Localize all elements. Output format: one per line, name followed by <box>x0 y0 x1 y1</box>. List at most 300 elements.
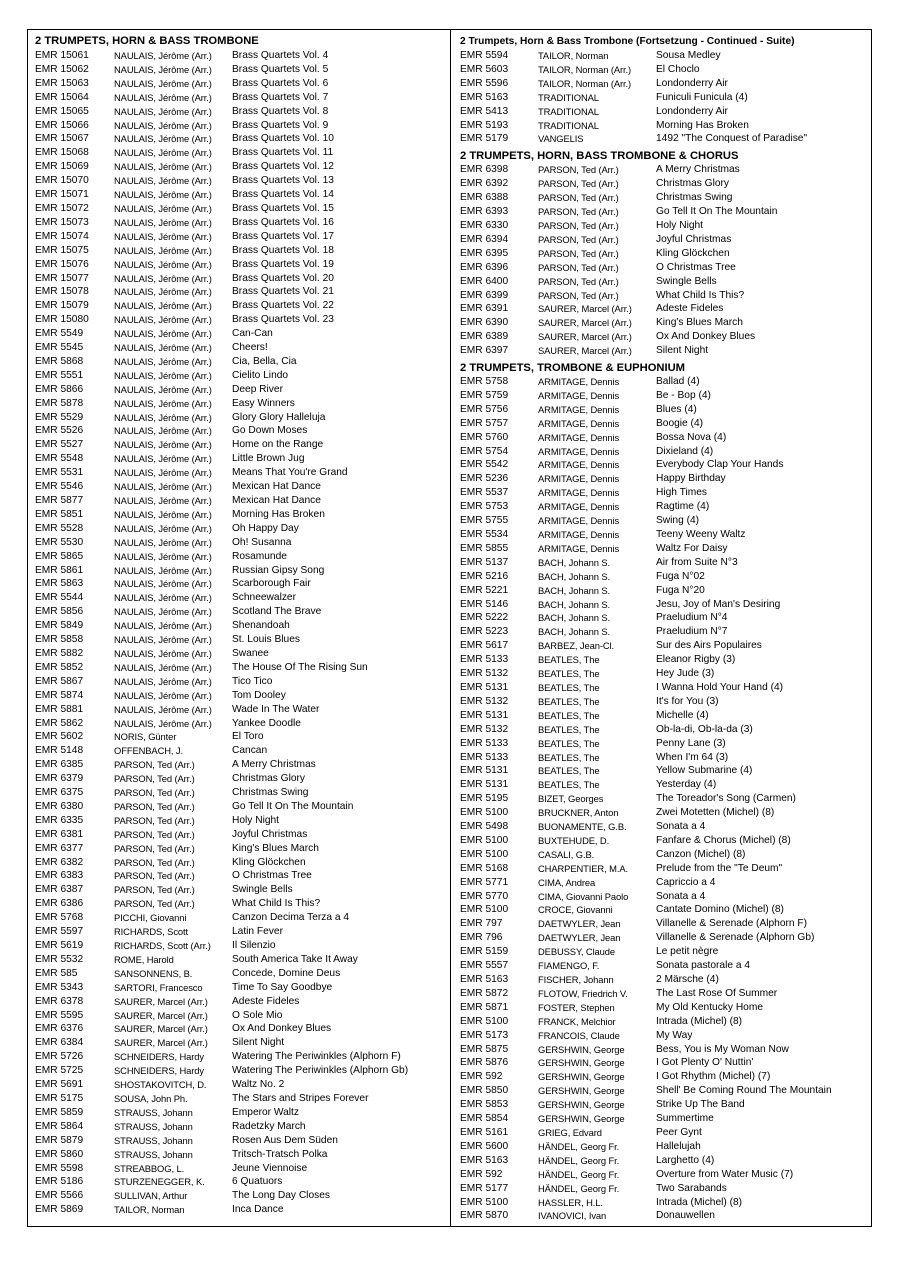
composer: GERSHWIN, George <box>538 1043 625 1055</box>
piece-title: Londonderry Air <box>656 105 728 117</box>
composer: BRUCKNER, Anton <box>538 807 619 819</box>
piece-title: What Child Is This? <box>656 289 745 301</box>
catalog-entry <box>35 369 445 383</box>
catalog-entry <box>35 341 445 355</box>
piece-title: Hey Jude (3) <box>656 668 715 680</box>
catalog-entry <box>460 177 865 191</box>
piece-title: Ballad (4) <box>656 376 700 388</box>
composer: NAULAIS, Jérôme (Arr.) <box>114 119 212 131</box>
catalog-entry <box>35 786 445 800</box>
composer: BACH, Johann S. <box>538 626 610 638</box>
piece-title: Praeludium N°7 <box>656 626 728 638</box>
piece-title: Swing (4) <box>656 515 700 527</box>
piece-title: Holy Night <box>232 814 279 826</box>
catalog-entry <box>460 1126 865 1140</box>
catalog-number: EMR 5236 <box>460 473 509 485</box>
catalog-entry <box>460 219 865 233</box>
catalog-entry <box>460 49 865 63</box>
composer: NAULAIS, Jérôme (Arr.) <box>114 550 212 562</box>
composer: PARSON, Ted (Arr.) <box>538 261 619 273</box>
catalog-number: EMR 5163 <box>460 1154 509 1166</box>
composer: BUONAMENTE, G.B. <box>538 821 627 833</box>
catalog-number: EMR 5872 <box>460 987 509 999</box>
catalog-number: EMR 5871 <box>460 1001 509 1013</box>
catalog-number: EMR 5100 <box>460 1196 509 1208</box>
piece-title: Means That You're Grand <box>232 467 348 479</box>
composer: BACH, Johann S. <box>538 570 610 582</box>
composer: PARSON, Ted (Arr.) <box>114 787 195 799</box>
catalog-entry <box>460 862 865 876</box>
catalog-number: EMR 6392 <box>460 178 509 190</box>
catalog-number: EMR 6395 <box>460 247 509 259</box>
catalog-entry <box>460 105 865 119</box>
catalog-number: EMR 5861 <box>35 564 84 576</box>
catalog-number: EMR 15075 <box>35 244 89 256</box>
catalog-entry <box>35 605 445 619</box>
catalog-number: EMR 5557 <box>460 960 509 972</box>
piece-title: Holy Night <box>656 219 703 231</box>
piece-title: Il Silenzio <box>232 940 276 951</box>
composer: SAURER, Marcel (Arr.) <box>114 1009 208 1021</box>
piece-title: Waltz No. 2 <box>232 1079 285 1091</box>
catalog-entry <box>35 1009 445 1023</box>
catalog-entry <box>35 1148 445 1162</box>
composer: BEATLES, The <box>538 751 600 763</box>
composer: NAULAIS, Jérôme (Arr.) <box>114 272 212 284</box>
catalog-entry <box>35 313 445 327</box>
catalog-entry <box>35 633 445 647</box>
catalog-number: EMR 6400 <box>460 275 509 287</box>
catalog-number: EMR 5132 <box>460 695 509 707</box>
composer: GERSHWIN, George <box>538 1057 625 1069</box>
catalog-number: EMR 797 <box>460 918 503 930</box>
catalog-entry <box>460 556 865 570</box>
composer: NAULAIS, Jérôme (Arr.) <box>114 522 212 534</box>
composer: DAETWYLER, Jean <box>538 932 621 944</box>
catalog-number: EMR 15069 <box>35 161 89 173</box>
catalog-entry <box>460 1029 865 1043</box>
piece-title: Air from Suite N°3 <box>656 556 738 568</box>
piece-title: Happy Birthday <box>656 473 726 485</box>
catalog-entry <box>35 1162 445 1176</box>
catalog-entry <box>460 1056 865 1070</box>
catalog-entry <box>35 299 445 313</box>
catalog-entry <box>35 869 445 883</box>
catalog-entry <box>460 302 865 316</box>
piece-title: Summertime <box>656 1113 714 1125</box>
catalog-number: EMR 5866 <box>35 383 84 395</box>
piece-title: Canzon (Michel) (8) <box>656 848 746 860</box>
composer: BEATLES, The <box>538 654 600 666</box>
catalog-number: EMR 5186 <box>35 1176 84 1188</box>
catalog-number: EMR 5598 <box>35 1162 84 1174</box>
composer: NAULAIS, Jérôme (Arr.) <box>114 258 212 270</box>
catalog-number: EMR 5527 <box>35 439 84 451</box>
catalog-entry <box>35 564 445 578</box>
catalog-number: EMR 5870 <box>460 1210 509 1222</box>
piece-title: Brass Quartets Vol. 7 <box>232 91 329 103</box>
composer: SHOSTAKOVITCH, D. <box>114 1079 207 1091</box>
catalog-entry <box>460 163 865 177</box>
piece-title: Cia, Bella, Cia <box>232 355 297 367</box>
piece-title: Brass Quartets Vol. 12 <box>232 161 334 173</box>
catalog-entry <box>35 244 445 258</box>
composer: SANSONNENS, B. <box>114 967 193 979</box>
catalog-entry <box>35 758 445 772</box>
catalog-number: EMR 5193 <box>460 119 509 131</box>
composer: ARMITAGE, Dennis <box>538 515 620 527</box>
catalog-entry <box>35 522 445 536</box>
piece-title: The Stars and Stripes Forever <box>232 1092 369 1104</box>
piece-title: Londonderry Air <box>656 77 728 89</box>
piece-title: Ob-la-di, Ob-la-da (3) <box>656 723 753 735</box>
catalog-entry <box>460 820 865 834</box>
catalog-number: EMR 5852 <box>35 661 84 673</box>
catalog-number: EMR 5161 <box>460 1126 509 1138</box>
catalog-number: EMR 15064 <box>35 91 89 103</box>
composer: HÄNDEL, Georg Fr. <box>538 1154 620 1166</box>
catalog-entry <box>460 1112 865 1126</box>
catalog-number: EMR 6393 <box>460 206 509 218</box>
piece-title: Cheers! <box>232 342 268 354</box>
composer: CIMA, Giovanni Paolo <box>538 890 629 902</box>
catalog-number: EMR 6398 <box>460 164 509 176</box>
catalog-number: EMR 5854 <box>460 1113 509 1125</box>
catalog-number: EMR 5860 <box>35 1148 84 1160</box>
composer: NAULAIS, Jérôme (Arr.) <box>114 620 212 632</box>
composer: ARMITAGE, Dennis <box>538 473 620 485</box>
composer: NAULAIS, Jérôme (Arr.) <box>114 661 212 673</box>
catalog-number: EMR 15076 <box>35 258 89 270</box>
piece-title: Hallelujah <box>656 1140 701 1152</box>
composer: PARSON, Ted (Arr.) <box>114 814 195 826</box>
composer: HÄNDEL, Georg Fr. <box>538 1140 620 1152</box>
piece-title: Rosen Aus Dem Süden <box>232 1134 338 1146</box>
catalog-number: EMR 5498 <box>460 821 509 833</box>
catalog-entry <box>35 480 445 494</box>
catalog-number: EMR 5530 <box>35 536 84 548</box>
piece-title: Scotland The Brave <box>232 606 322 618</box>
catalog-entry <box>460 570 865 584</box>
piece-title: Prelude from the "Te Deum" <box>656 862 783 874</box>
piece-title: Little Brown Jug <box>232 453 305 465</box>
catalog-entry <box>35 424 445 438</box>
catalog-entry <box>460 695 865 709</box>
catalog-number: EMR 15062 <box>35 63 89 75</box>
catalog-entry <box>35 995 445 1009</box>
composer: NAULAIS, Jérôme (Arr.) <box>114 703 212 715</box>
catalog-entry <box>460 1140 865 1154</box>
piece-title: Glory Glory Halleluja <box>232 411 326 423</box>
catalog-entry <box>460 917 865 931</box>
catalog-entry <box>35 800 445 814</box>
catalog-number: EMR 15067 <box>35 133 89 145</box>
composer: DEBUSSY, Claude <box>538 946 616 958</box>
composer: TAILOR, Norman (Arr.) <box>538 63 632 75</box>
composer: NAULAIS, Jérôme (Arr.) <box>114 244 212 256</box>
catalog-entry <box>460 1001 865 1015</box>
catalog-number: EMR 5760 <box>460 431 509 443</box>
catalog-number: EMR 592 <box>460 1168 503 1180</box>
composer: CHARPENTIER, M.A. <box>538 862 628 874</box>
catalog-number: EMR 5343 <box>35 981 84 993</box>
piece-title: Morning Has Broken <box>656 119 749 131</box>
composer: NAULAIS, Jérôme (Arr.) <box>114 536 212 548</box>
catalog-entry <box>460 584 865 598</box>
catalog-entry <box>35 856 445 870</box>
section-heading-continued: 2 Trumpets, Horn & Bass Trombone (Fortsetzung - Continued - Suite) <box>460 36 795 47</box>
composer: VANGELIS <box>538 133 584 145</box>
composer: BEATLES, The <box>538 709 600 721</box>
catalog-number: EMR 6381 <box>35 828 84 840</box>
catalog-entry <box>35 508 445 522</box>
catalog-list <box>460 49 865 146</box>
catalog-number: EMR 6335 <box>35 814 84 826</box>
piece-title: Cielito Lindo <box>232 369 289 381</box>
piece-title: My Way <box>656 1029 693 1041</box>
catalog-number: EMR 5876 <box>460 1057 509 1069</box>
catalog-number: EMR 5859 <box>35 1106 84 1118</box>
composer: PARSON, Ted (Arr.) <box>538 192 619 204</box>
composer: SAURER, Marcel (Arr.) <box>114 1023 208 1035</box>
catalog-entry <box>460 316 865 330</box>
composer: BEATLES, The <box>538 737 600 749</box>
composer: PARSON, Ted (Arr.) <box>114 773 195 785</box>
catalog-entry <box>35 452 445 466</box>
catalog-entry <box>35 91 445 105</box>
composer: NAULAIS, Jérôme (Arr.) <box>114 314 212 326</box>
composer: NAULAIS, Jérôme (Arr.) <box>114 411 212 423</box>
catalog-number: EMR 5216 <box>460 570 509 582</box>
catalog-number: EMR 15073 <box>35 216 89 228</box>
composer: BACH, Johann S. <box>538 556 610 568</box>
catalog-entry <box>35 981 445 995</box>
catalog-entry <box>460 445 865 459</box>
composer: TAILOR, Norman <box>538 50 609 61</box>
catalog-number: EMR 5602 <box>35 731 84 743</box>
piece-title: Brass Quartets Vol. 10 <box>232 133 334 145</box>
piece-title: Time To Say Goodbye <box>232 981 333 993</box>
catalog-number: EMR 5853 <box>460 1099 509 1111</box>
catalog-number: EMR 5858 <box>35 634 84 646</box>
piece-title: Villanelle & Serenade (Alphorn F) <box>656 918 808 930</box>
piece-title: Radetzky March <box>232 1120 306 1132</box>
composer: NAULAIS, Jérôme (Arr.) <box>114 216 212 228</box>
catalog-number: EMR 15063 <box>35 77 89 89</box>
piece-title: Silent Night <box>656 345 709 357</box>
piece-title: Dixieland (4) <box>656 445 714 457</box>
composer: NAULAIS, Jérôme (Arr.) <box>114 508 212 520</box>
piece-title: Brass Quartets Vol. 11 <box>232 147 334 159</box>
catalog-number: EMR 5413 <box>460 105 509 117</box>
composer: NAULAIS, Jérôme (Arr.) <box>114 147 212 159</box>
piece-title: King's Blues March <box>656 317 743 329</box>
catalog-entry <box>35 1203 445 1217</box>
catalog-number: EMR 6330 <box>460 219 509 231</box>
piece-title: Brass Quartets Vol. 18 <box>232 244 334 256</box>
catalog-number: EMR 5163 <box>460 974 509 985</box>
catalog-entry <box>460 876 865 890</box>
catalog-entry <box>35 1134 445 1148</box>
catalog-entry <box>460 1084 865 1098</box>
catalog-entry <box>460 431 865 445</box>
composer: ARMITAGE, Dennis <box>538 417 620 429</box>
catalog-entry <box>35 188 445 202</box>
piece-title: Wade In The Water <box>232 703 320 715</box>
catalog-number: EMR 5100 <box>460 834 509 846</box>
composer: NAULAIS, Jérôme (Arr.) <box>114 481 212 493</box>
catalog-number: EMR 5131 <box>460 779 509 791</box>
piece-title: Fuga N°20 <box>656 584 705 596</box>
catalog-number: EMR 5867 <box>35 675 84 687</box>
catalog-entry <box>35 744 445 758</box>
catalog-number: EMR 5133 <box>460 737 509 749</box>
catalog-entry <box>460 667 865 681</box>
catalog-number: EMR 5546 <box>35 481 84 493</box>
composer: SAURER, Marcel (Arr.) <box>538 331 632 343</box>
catalog-number: EMR 5768 <box>35 912 84 924</box>
composer: SAURER, Marcel (Arr.) <box>114 995 208 1007</box>
composer: SOUSA, John Ph. <box>114 1092 188 1104</box>
catalog-number: EMR 5195 <box>460 793 509 805</box>
catalog-entry <box>35 967 445 981</box>
composer: PARSON, Ted (Arr.) <box>538 233 619 245</box>
catalog-number: EMR 5758 <box>460 376 509 388</box>
catalog-entry <box>35 1106 445 1120</box>
catalog-entry <box>460 375 865 389</box>
piece-title: Brass Quartets Vol. 9 <box>232 119 329 131</box>
composer: NAULAIS, Jérôme (Arr.) <box>114 606 212 618</box>
composer: STRAUSS, Johann <box>114 1106 193 1118</box>
catalog-entry <box>460 247 865 261</box>
piece-title: Canzon Decima Terza a 4 <box>232 912 350 924</box>
catalog-number: EMR 5175 <box>35 1092 84 1104</box>
piece-title: Sonata a 4 <box>656 821 706 833</box>
catalog-number: EMR 5137 <box>460 556 509 568</box>
section-heading: 2 TRUMPETS, HORN, BASS TROMBONE & CHORUS <box>460 150 739 163</box>
composer: BIZET, Georges <box>538 793 604 805</box>
catalog-number: EMR 15077 <box>35 272 89 284</box>
catalog-entry <box>460 458 865 472</box>
catalog-number: EMR 5537 <box>460 487 509 499</box>
composer: BEATLES, The <box>538 723 600 735</box>
piece-title: South America Take It Away <box>232 953 358 965</box>
piece-title: Russian Gipsy Song <box>232 564 325 576</box>
composer: BEATLES, The <box>538 668 600 680</box>
catalog-number: EMR 5596 <box>460 77 509 89</box>
piece-title: Swingle Bells <box>232 884 293 896</box>
catalog-number: EMR 6389 <box>460 331 509 343</box>
composer: NAULAIS, Jérôme (Arr.) <box>114 647 212 659</box>
catalog-number: EMR 5603 <box>460 63 509 75</box>
catalog-entry <box>35 1022 445 1036</box>
composer: NAULAIS, Jérôme (Arr.) <box>114 369 212 381</box>
piece-title: High Times <box>656 487 707 499</box>
piece-title: Ox And Donkey Blues <box>656 331 756 343</box>
catalog-entry <box>460 77 865 91</box>
piece-title: Yankee Doodle <box>232 717 301 729</box>
composer: BEATLES, The <box>538 779 600 791</box>
composer: NAULAIS, Jérôme (Arr.) <box>114 564 212 576</box>
catalog-number: EMR 5771 <box>460 876 509 888</box>
composer: NAULAIS, Jérôme (Arr.) <box>114 342 212 354</box>
piece-title: Sonata pastorale a 4 <box>656 960 751 972</box>
composer: SARTORI, Francesco <box>114 981 203 993</box>
catalog-entry <box>460 903 865 917</box>
piece-title: O Sole Mio <box>232 1009 283 1021</box>
catalog-number: EMR 15079 <box>35 300 89 312</box>
catalog-number: EMR 5100 <box>460 848 509 860</box>
catalog-number: EMR 5566 <box>35 1190 84 1202</box>
piece-title: Peer Gynt <box>656 1126 702 1138</box>
composer: TAILOR, Norman <box>114 1204 185 1216</box>
catalog-entry <box>460 500 865 514</box>
catalog-entry <box>460 681 865 695</box>
catalog-number: EMR 592 <box>460 1071 503 1083</box>
composer: NAULAIS, Jérôme (Arr.) <box>114 397 212 409</box>
catalog-entry <box>460 119 865 133</box>
catalog-entry <box>460 1209 865 1223</box>
catalog-number: EMR 5770 <box>460 890 509 902</box>
piece-title: Yellow Submarine (4) <box>656 765 753 777</box>
left-column <box>35 34 445 1217</box>
composer: HÄNDEL, Georg Fr. <box>538 1168 620 1180</box>
piece-title: St. Louis Blues <box>232 634 300 646</box>
catalog-entry <box>35 132 445 146</box>
piece-title: Jesu, Joy of Man's Desiring <box>656 598 781 610</box>
catalog-entry <box>35 160 445 174</box>
catalog-number: EMR 15065 <box>35 105 89 117</box>
catalog-entry <box>35 883 445 897</box>
catalog-number: EMR 5597 <box>35 926 84 938</box>
piece-title: Cancan <box>232 745 268 757</box>
composer: PARSON, Ted (Arr.) <box>538 275 619 287</box>
catalog-number: EMR 5864 <box>35 1120 84 1132</box>
piece-title: Intrada (Michel) (8) <box>656 1196 743 1208</box>
catalog-entry <box>35 619 445 633</box>
composer: ARMITAGE, Dennis <box>538 487 620 499</box>
piece-title: A Merry Christmas <box>656 164 740 176</box>
catalog-number: EMR 5163 <box>460 91 509 103</box>
piece-title: Concede, Domine Deus <box>232 967 341 979</box>
catalog-number: EMR 5531 <box>35 467 84 479</box>
catalog-entry <box>35 1078 445 1092</box>
composer: GERSHWIN, George <box>538 1099 625 1111</box>
catalog-number: EMR 5725 <box>35 1065 84 1077</box>
catalog-number: EMR 5100 <box>460 1015 509 1027</box>
catalog-entry <box>460 625 865 639</box>
catalog-entry <box>460 528 865 542</box>
piece-title: El Choclo <box>656 63 700 75</box>
catalog-number: EMR 15072 <box>35 202 89 214</box>
catalog-number: EMR 6399 <box>460 289 509 301</box>
piece-title: King's Blues March <box>232 842 319 854</box>
catalog-number: EMR 5881 <box>35 703 84 715</box>
catalog-number: EMR 5759 <box>460 389 509 401</box>
catalog-entry <box>35 828 445 842</box>
catalog-entry <box>35 230 445 244</box>
composer: BACH, Johann S. <box>538 612 610 624</box>
piece-title: Go Down Moses <box>232 425 308 437</box>
piece-title: Two Sarabands <box>656 1182 727 1194</box>
catalog-number: EMR 6396 <box>460 261 509 273</box>
catalog-entry <box>460 63 865 77</box>
catalog-number: EMR 15061 <box>35 50 89 61</box>
piece-title: Christmas Glory <box>656 178 730 190</box>
piece-title: The Last Rose Of Summer <box>656 987 778 999</box>
catalog-number: EMR 5222 <box>460 612 509 624</box>
composer: GRIEG, Edvard <box>538 1126 602 1138</box>
